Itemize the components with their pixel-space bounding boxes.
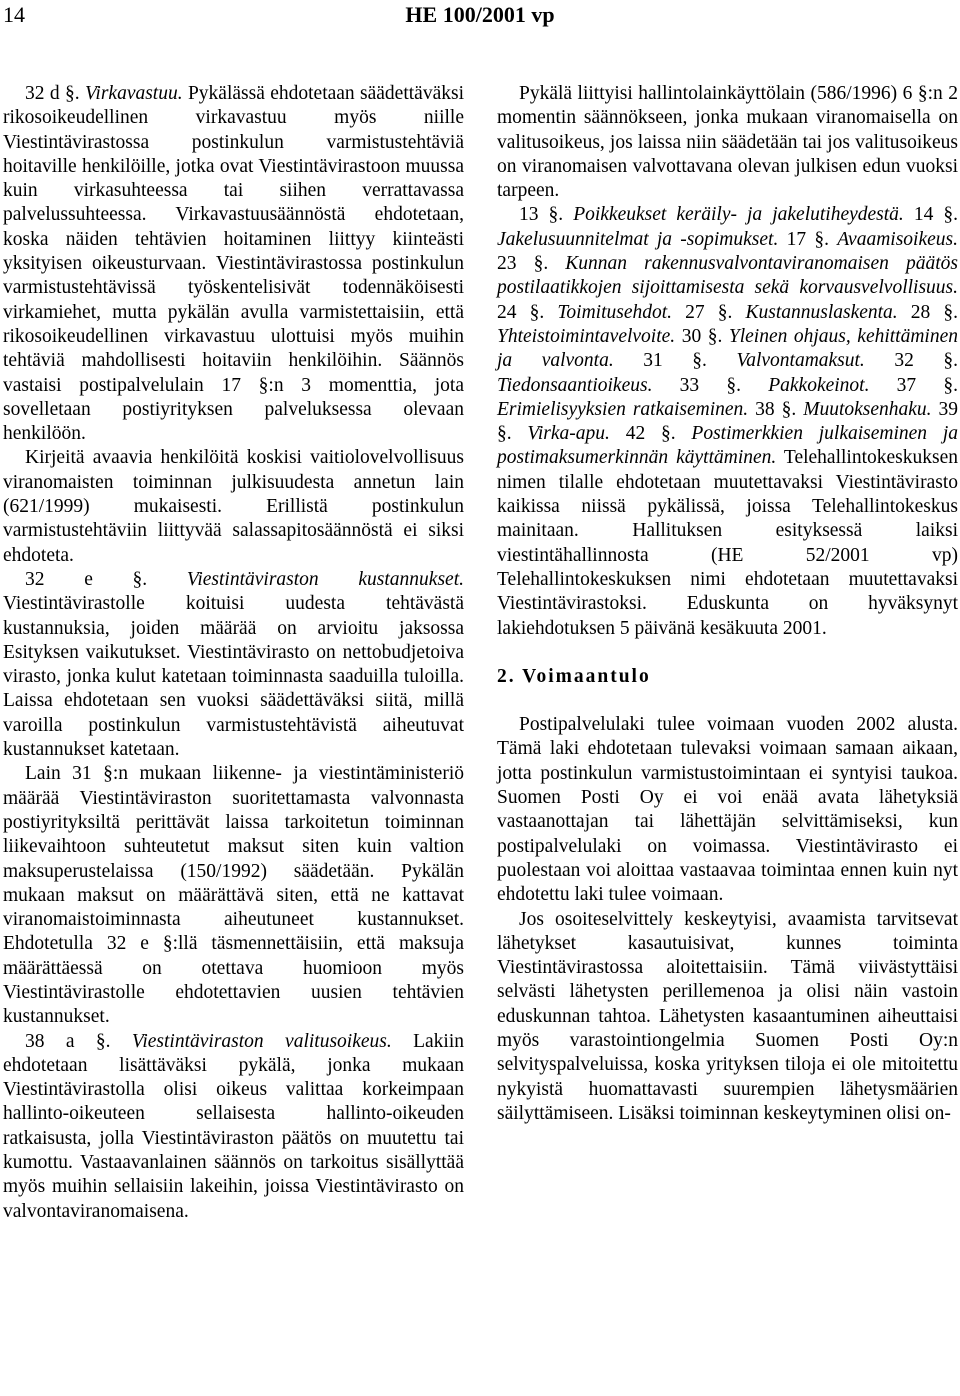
left-column <box>3 82 464 1224</box>
section-title: Viestintäviraston kustannukset. <box>186 568 464 590</box>
section-label: 38 a §. <box>25 1030 132 1052</box>
section-title: Postimerkkien julkaiseminen ja postimaksumerkinnän käyttäminen. <box>497 423 958 469</box>
section-title: Valvontamaksut. <box>736 350 865 372</box>
section-label: 28 §. <box>897 301 959 323</box>
paragraph-text: Viestintävirastolle koituisi uudesta tehtävästä kustannuksia, joiden määrää on arvioitu jaksossa Esityksen vaikutukset. Viestintävirasto on nettobudjetoiva virasto, jonka kulut katetaan toiminnasta saaduilla tuloilla. Laissa ehdotetaan sen vuoksi säädettäväksi siitä, millä varoilla postinkulun varmistustehtävistä aiheutuvat kustannukset katetaan. <box>3 593 464 761</box>
paragraph-38a <box>3 1030 464 1224</box>
section-title: Erimielisyyksien ratkaiseminen. <box>497 398 749 420</box>
section-title: Kustannuslaskenta. <box>745 301 898 323</box>
paragraph-32e <box>3 568 464 762</box>
paragraph-text: Postipalvelulaki tulee voimaan vuoden 2002 alusta. Tämä laki ehdotetaan tulevaksi voimaan samaan aikaan, jotta postinkulun varmistustoimintaan ei syntyisi taukoa. Suomen Posti Oy ei voi enää avata lähetyksiä vastaanottajan tai lähettäjän selvittämiseksi, kun postipalvelulaki on voimassa. Viestintävirasto ei puolestaan voi aloittaa vastaavaa toimintaa ennen kuin nyt ehdotettu laki tulee voimaan. <box>497 714 958 906</box>
section-title: Yleinen ohjaus, kehittäminen ja valvonta. <box>497 325 959 372</box>
paragraph-text: Telehallintokeskuksen nimen tilalle ehdotetaan muutettavaksi Viestintävirasto kaikissa niissä pykälissä, joissa Telehallintokeskus mainitaan. Hallituksen esityksessä laiksi viestintähallinnosta (HE 52/2001 vp) Telehallintokeskuksen nimi ehdotetaan muutettavaksi Viestintävirastoksi. Eduskunta on hyväksynyt lakiehdotuksen 5 päivänä kesäkuuta 2001. <box>497 447 958 639</box>
section-title: Virkavastuu. <box>84 83 183 104</box>
section-label: 17 §. <box>778 228 838 250</box>
section-title: Tiedonsaantioikeus. <box>497 374 653 396</box>
section-label: 13 §. <box>519 204 574 226</box>
section-label: 32 e §. <box>25 568 187 590</box>
section-label: 14 §. <box>903 204 959 226</box>
right-column <box>497 82 958 1126</box>
paragraph-section-list <box>497 203 958 640</box>
section-title: Virka-apu. <box>527 423 610 445</box>
paragraph-text: Lakiin ehdotetaan lisättäväksi pykälä, jonka mukaan Viestintävirastolla olisi oikeus valittaa korkeimpaan hallinto-oikeuteen sellaisesta hallinto-oikeuden ratkaisusta, jolla Viestintäviraston päätös on muutettu tai kumottu. Vastaavanlainen säännös on tarkoitus sisällyttää myös muihin sellaisiin lakeihin, joissa Viestintävirasto on valvontaviranomaisena. <box>3 1030 464 1222</box>
section-label: 32 §. <box>864 350 958 372</box>
paragraph-text: Kirjeitä avaavia henkilöitä koskisi vaitiolovelvollisuus viranomaisten toiminnan julkisuudesta annetun lain (621/1999) mukaisesti. Erillistä postinkulun varmistustehtäviin liittyvää salassapitosäännöstä ei siksi ehdoteta. <box>3 447 464 566</box>
section-title: Avaamisoikeus. <box>837 228 958 250</box>
section-label: 24 §. <box>497 301 558 323</box>
page-number: 14 <box>3 2 25 27</box>
section-label: 39 §. <box>497 398 959 445</box>
section-label: 32 d §. <box>25 83 85 104</box>
section-title: Jakelusuunnitelmat ja -sopimukset. <box>497 228 779 250</box>
paragraph-text: Pykälässä ehdotetaan säädettäväksi rikosoikeudellinen virkavastuu myös niille Viestintävirastossa postinkulun varmistustehtäviä hoitaville henkilöille, jotka ovat Viestintävirastoon muussa kuin virkasuhteessa tai siihen verrattavassa palvelussuhteessa. Virkavastuusäännöstä ehdotetaan, koska näiden tehtävien hoitaminen liittyy kiinteästi yksityisen oikeusturvaan. Viestintävirastossa postinkulun varmistustehtävissä työskentelisivät todennäköisesti virkamiehet, mutta pykälän avulla varmistettaisiin, että rikosoikeudellinen virkavastuu ulottuisi myös muihin tehtäviä mahdollisesti hoitaviin henkilöihin. Säännös vastaisi postipalvelulain 17 §:n 3 momenttia, jota sovelletaan postiyrityksen palveluksessa olevaan henkilöön. <box>3 83 464 445</box>
paragraph-text: Pykälä liittyisi hallintolainkäyttölain (586/1996) 6 §:n 2 momentin säännökseen, jonka mukaan viranomaisella on valitusoikeus, jos laissa niin säädetään tai jos valitusoikeus on viranomaisen valvottavana olevan julkisen edun vuoksi tarpeen. <box>497 83 958 202</box>
section-heading: 2. Voimaantulo <box>497 665 651 687</box>
document-title: HE 100/2001 vp <box>405 2 555 27</box>
section-title: Viestintäviraston valitusoikeus. <box>131 1030 392 1052</box>
section-title: Poikkeukset keräily- ja jakelutiheydestä. <box>573 204 904 226</box>
section-label: 33 §. <box>652 374 769 396</box>
section-label: 31 §. <box>613 350 737 372</box>
section-title: Muutoksenhaku. <box>803 398 932 420</box>
paragraph-32d <box>3 82 464 446</box>
section-title: Toimitusehdot. <box>557 301 673 323</box>
section-label: 30 §. <box>675 325 729 347</box>
page-header <box>0 0 960 40</box>
section-title: Yhteistoimintavelvoite. <box>497 325 676 347</box>
paragraph-text: Lain 31 §:n mukaan liikenne- ja viestintäministeriö määrää Viestintäviraston suoritettamasta valvonnasta postiyrityksiltä perittävät laissa tarkoitetun toiminnan liikevaihtoon suhteutetut maksut siten kuin valtion maksuperustelaissa (150/1992) säädetään. Pykälän mukaan maksut on määrättävä siten, että ne kattavat viranomaistoiminnasta aiheutuneet kustannukset. Ehdotetulla 32 e §:llä täsmennettäisiin, että maksuja määrättäessä on otettava huomioon myös Viestintävirastolle ehdotettavien uusien tehtävien kustannukset. <box>3 763 464 1028</box>
section-label: 38 §. <box>748 398 804 420</box>
section-label: 23 §. <box>497 253 566 275</box>
section-label: 27 §. <box>672 301 746 323</box>
section-title: Pakkokeinot. <box>768 374 870 396</box>
paragraph-text: Jos osoiteselvittely keskeytyisi, avaamista tarvitsevat lähetykset kasautuisivat, kunnes toiminta Viestintävirastossa aloitettaisiin. Tämä viivästyttäisi selvästi lähetysten perillemenoa ja olisi näin vastoin eduskunnan tahtoa. Lähetysten kasaantuminen aiheuttaisi myös varastointiongelmia Suomen Posti Oy:n selvityspalveluissa, koska yrityksen tiloja ei ole mitoitettu nykyistä huomattavasti suurempien lähetysmäärien säilyttämiseen. Lisäksi toiminnan keskeytyminen olisi on- <box>497 908 958 1124</box>
section-title: Kunnan rakennusvalvontaviranomaisen päätös postilaatikkojen sijoittamisesta sekä korvausvelvollisuus. <box>497 253 958 299</box>
section-label: 42 §. <box>609 423 692 445</box>
section-label: 37 §. <box>869 374 959 396</box>
